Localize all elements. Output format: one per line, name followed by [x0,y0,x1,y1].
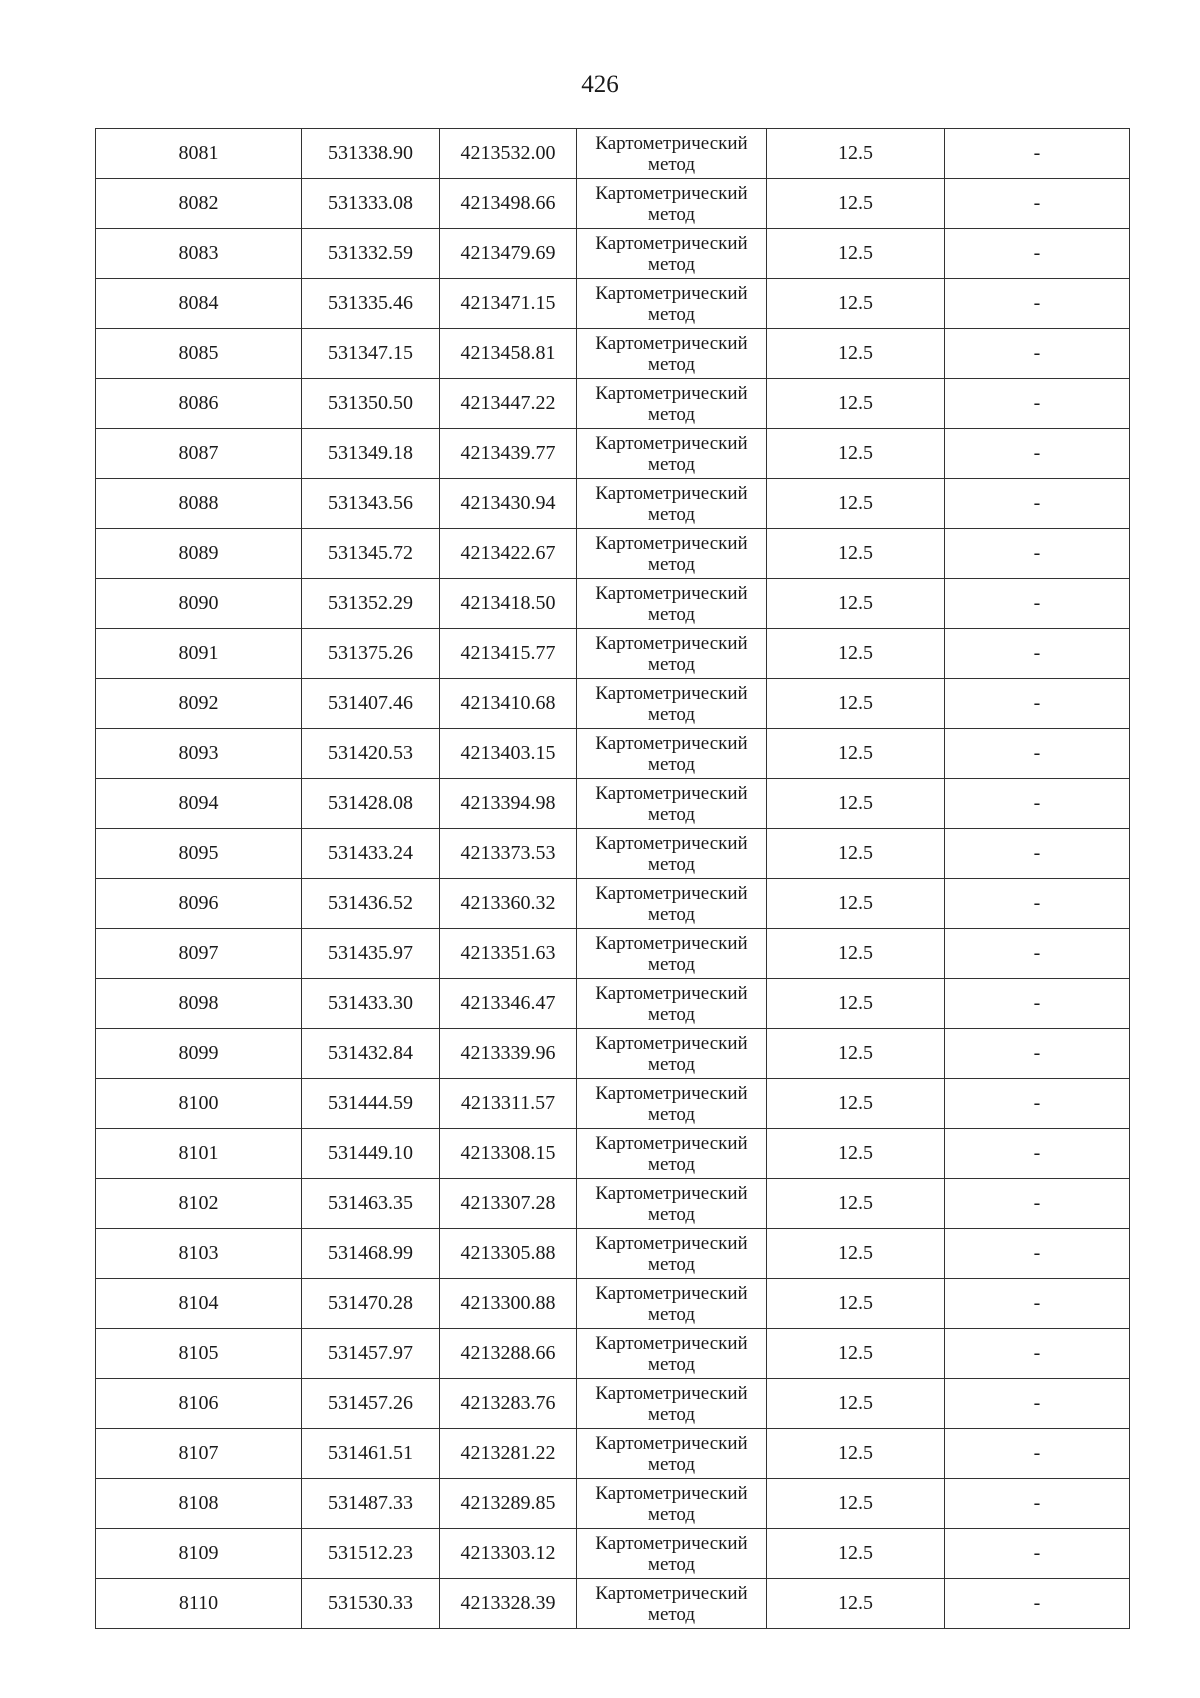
method-line-1: Картометрический [595,282,748,304]
method-line-2: метод [647,553,696,575]
method-line-1: Картометрический [595,1332,748,1354]
x-coordinate-cell: 531457.26 [302,1379,440,1429]
note-cell: - [945,329,1130,379]
note-cell: - [945,1379,1130,1429]
point-number-cell: 8081 [96,129,302,179]
accuracy-cell: 12.5 [767,679,945,729]
x-coordinate-cell: 531333.08 [302,179,440,229]
method-cell [577,679,767,729]
accuracy-cell: 12.5 [767,1529,945,1579]
point-number-cell: 8094 [96,779,302,829]
method-cell [577,129,767,179]
y-coordinate-cell: 4213288.66 [440,1329,577,1379]
point-number-cell: 8097 [96,929,302,979]
method-line-2: метод [647,453,696,475]
table-row [96,1529,1130,1579]
y-coordinate-cell: 4213311.57 [440,1079,577,1129]
accuracy-cell: 12.5 [767,729,945,779]
table-row [96,279,1130,329]
note-cell: - [945,929,1130,979]
coordinates-table [95,128,1130,1629]
x-coordinate-cell: 531449.10 [302,1129,440,1179]
method-line-2: метод [647,1303,696,1325]
note-cell: - [945,1229,1130,1279]
y-coordinate-cell: 4213458.81 [440,329,577,379]
y-coordinate-cell: 4213303.12 [440,1529,577,1579]
note-cell: - [945,1579,1130,1629]
table-row [96,379,1130,429]
note-cell: - [945,1029,1130,1079]
table-row [96,579,1130,629]
y-coordinate-cell: 4213346.47 [440,979,577,1029]
method-line-1: Картометрический [595,1582,748,1604]
method-line-2: метод [647,1053,696,1075]
method-cell [577,529,767,579]
method-line-2: метод [647,1153,696,1175]
method-cell [577,1029,767,1079]
accuracy-cell: 12.5 [767,629,945,679]
table-row [96,879,1130,929]
y-coordinate-cell: 4213373.53 [440,829,577,879]
x-coordinate-cell: 531433.24 [302,829,440,879]
x-coordinate-cell: 531338.90 [302,129,440,179]
note-cell: - [945,579,1130,629]
method-cell [577,1179,767,1229]
method-line-2: метод [647,403,696,425]
y-coordinate-cell: 4213300.88 [440,1279,577,1329]
method-line-1: Картометрический [595,1282,748,1304]
point-number-cell: 8098 [96,979,302,1029]
point-number-cell: 8086 [96,379,302,429]
table-row [96,1329,1130,1379]
method-line-2: метод [647,1603,696,1625]
point-number-cell: 8084 [96,279,302,329]
y-coordinate-cell: 4213283.76 [440,1379,577,1429]
note-cell: - [945,479,1130,529]
method-line-2: метод [647,653,696,675]
method-line-2: метод [647,1103,696,1125]
point-number-cell: 8110 [96,1579,302,1629]
x-coordinate-cell: 531470.28 [302,1279,440,1329]
table-row [96,129,1130,179]
x-coordinate-cell: 531436.52 [302,879,440,929]
method-line-2: метод [647,953,696,975]
method-line-2: метод [647,853,696,875]
x-coordinate-cell: 531444.59 [302,1079,440,1129]
method-line-1: Картометрический [595,132,748,154]
note-cell: - [945,679,1130,729]
point-number-cell: 8095 [96,829,302,879]
note-cell: - [945,1479,1130,1529]
table-row [96,929,1130,979]
method-line-1: Картометрический [595,1432,748,1454]
accuracy-cell: 12.5 [767,929,945,979]
method-cell [577,929,767,979]
table-row [96,1279,1130,1329]
note-cell: - [945,779,1130,829]
accuracy-cell: 12.5 [767,1479,945,1529]
y-coordinate-cell: 4213307.28 [440,1179,577,1229]
accuracy-cell: 12.5 [767,579,945,629]
y-coordinate-cell: 4213305.88 [440,1229,577,1279]
method-cell [577,479,767,529]
note-cell: - [945,879,1130,929]
method-line-1: Картометрический [595,632,748,654]
method-line-2: метод [647,203,696,225]
accuracy-cell: 12.5 [767,879,945,929]
x-coordinate-cell: 531428.08 [302,779,440,829]
method-line-1: Картометрический [595,1382,748,1404]
y-coordinate-cell: 4213422.67 [440,529,577,579]
method-line-1: Картометрический [595,1082,748,1104]
method-line-2: метод [647,1353,696,1375]
table-row [96,779,1130,829]
point-number-cell: 8108 [96,1479,302,1529]
method-cell [577,179,767,229]
x-coordinate-cell: 531335.46 [302,279,440,329]
method-cell [577,1329,767,1379]
method-line-1: Картометрический [595,1482,748,1504]
accuracy-cell: 12.5 [767,1129,945,1179]
x-coordinate-cell: 531407.46 [302,679,440,729]
method-cell [577,1379,767,1429]
table-row [96,329,1130,379]
method-cell [577,879,767,929]
y-coordinate-cell: 4213360.32 [440,879,577,929]
y-coordinate-cell: 4213351.63 [440,929,577,979]
method-cell [577,1279,767,1329]
table-row [96,1129,1130,1179]
page-number: 426 [581,71,619,98]
accuracy-cell: 12.5 [767,779,945,829]
accuracy-cell: 12.5 [767,1029,945,1079]
y-coordinate-cell: 4213430.94 [440,479,577,529]
x-coordinate-cell: 531347.15 [302,329,440,379]
method-line-1: Картометрический [595,582,748,604]
method-line-1: Картометрический [595,1132,748,1154]
y-coordinate-cell: 4213281.22 [440,1429,577,1479]
accuracy-cell: 12.5 [767,1379,945,1429]
method-line-1: Картометрический [595,382,748,404]
x-coordinate-cell: 531350.50 [302,379,440,429]
note-cell: - [945,829,1130,879]
table-row [96,1379,1130,1429]
table-row [96,229,1130,279]
note-cell: - [945,629,1130,679]
x-coordinate-cell: 531432.84 [302,1029,440,1079]
y-coordinate-cell: 4213418.50 [440,579,577,629]
x-coordinate-cell: 531461.51 [302,1429,440,1479]
method-cell [577,729,767,779]
note-cell: - [945,979,1130,1029]
y-coordinate-cell: 4213308.15 [440,1129,577,1179]
method-cell [577,1429,767,1479]
method-line-1: Картометрический [595,482,748,504]
point-number-cell: 8101 [96,1129,302,1179]
method-line-2: метод [647,1003,696,1025]
method-cell [577,579,767,629]
accuracy-cell: 12.5 [767,1579,945,1629]
method-cell [577,779,767,829]
method-line-1: Картометрический [595,232,748,254]
y-coordinate-cell: 4213415.77 [440,629,577,679]
point-number-cell: 8083 [96,229,302,279]
point-number-cell: 8089 [96,529,302,579]
point-number-cell: 8087 [96,429,302,479]
method-cell [577,629,767,679]
table-row [96,1579,1130,1629]
accuracy-cell: 12.5 [767,529,945,579]
y-coordinate-cell: 4213532.00 [440,129,577,179]
accuracy-cell: 12.5 [767,479,945,529]
x-coordinate-cell: 531433.30 [302,979,440,1029]
note-cell: - [945,429,1130,479]
method-line-2: метод [647,1253,696,1275]
accuracy-cell: 12.5 [767,1279,945,1329]
point-number-cell: 8091 [96,629,302,679]
point-number-cell: 8092 [96,679,302,729]
note-cell: - [945,279,1130,329]
x-coordinate-cell: 531345.72 [302,529,440,579]
method-line-2: метод [647,1453,696,1475]
method-line-1: Картометрический [595,1232,748,1254]
note-cell: - [945,1129,1130,1179]
accuracy-cell: 12.5 [767,1429,945,1479]
method-line-2: метод [647,703,696,725]
point-number-cell: 8105 [96,1329,302,1379]
method-line-1: Картометрический [595,1532,748,1554]
method-cell [577,429,767,479]
point-number-cell: 8100 [96,1079,302,1129]
method-line-2: метод [647,1503,696,1525]
x-coordinate-cell: 531352.29 [302,579,440,629]
y-coordinate-cell: 4213447.22 [440,379,577,429]
table-row [96,729,1130,779]
x-coordinate-cell: 531487.33 [302,1479,440,1529]
method-line-1: Картометрический [595,682,748,704]
y-coordinate-cell: 4213394.98 [440,779,577,829]
method-cell [577,829,767,879]
point-number-cell: 8102 [96,1179,302,1229]
table-row [96,1179,1130,1229]
method-line-1: Картометрический [595,1182,748,1204]
x-coordinate-cell: 531435.97 [302,929,440,979]
method-line-2: метод [647,153,696,175]
method-line-1: Картометрический [595,982,748,1004]
point-number-cell: 8096 [96,879,302,929]
accuracy-cell: 12.5 [767,429,945,479]
y-coordinate-cell: 4213498.66 [440,179,577,229]
note-cell: - [945,379,1130,429]
method-line-1: Картометрический [595,932,748,954]
method-line-2: метод [647,753,696,775]
method-cell [577,229,767,279]
note-cell: - [945,529,1130,579]
note-cell: - [945,1279,1130,1329]
y-coordinate-cell: 4213479.69 [440,229,577,279]
method-cell [577,1529,767,1579]
table-row [96,1429,1130,1479]
note-cell: - [945,129,1130,179]
x-coordinate-cell: 531420.53 [302,729,440,779]
table-row [96,979,1130,1029]
coordinates-table-body [96,129,1130,1629]
y-coordinate-cell: 4213289.85 [440,1479,577,1529]
method-line-2: метод [647,803,696,825]
point-number-cell: 8103 [96,1229,302,1279]
y-coordinate-cell: 4213339.96 [440,1029,577,1079]
point-number-cell: 8082 [96,179,302,229]
table-row [96,529,1130,579]
method-line-2: метод [647,1403,696,1425]
table-row [96,479,1130,529]
point-number-cell: 8085 [96,329,302,379]
note-cell: - [945,1529,1130,1579]
table-row [96,679,1130,729]
table-row [96,1079,1130,1129]
point-number-cell: 8109 [96,1529,302,1579]
point-number-cell: 8093 [96,729,302,779]
y-coordinate-cell: 4213410.68 [440,679,577,729]
accuracy-cell: 12.5 [767,1229,945,1279]
method-cell [577,1079,767,1129]
point-number-cell: 8104 [96,1279,302,1329]
accuracy-cell: 12.5 [767,179,945,229]
x-coordinate-cell: 531463.35 [302,1179,440,1229]
method-line-1: Картометрический [595,182,748,204]
table-row [96,1229,1130,1279]
method-line-1: Картометрический [595,882,748,904]
method-line-1: Картометрический [595,732,748,754]
accuracy-cell: 12.5 [767,279,945,329]
accuracy-cell: 12.5 [767,229,945,279]
table-row [96,629,1130,679]
method-line-1: Картометрический [595,782,748,804]
point-number-cell: 8107 [96,1429,302,1479]
method-line-1: Картометрический [595,432,748,454]
x-coordinate-cell: 531375.26 [302,629,440,679]
method-cell [577,1579,767,1629]
method-line-2: метод [647,303,696,325]
method-line-2: метод [647,603,696,625]
accuracy-cell: 12.5 [767,129,945,179]
note-cell: - [945,1179,1130,1229]
table-row [96,1029,1130,1079]
table-row [96,829,1130,879]
table-row [96,429,1130,479]
accuracy-cell: 12.5 [767,979,945,1029]
accuracy-cell: 12.5 [767,1079,945,1129]
x-coordinate-cell: 531332.59 [302,229,440,279]
method-line-1: Картометрический [595,532,748,554]
accuracy-cell: 12.5 [767,1179,945,1229]
method-line-2: метод [647,503,696,525]
method-line-2: метод [647,253,696,275]
table-row [96,179,1130,229]
point-number-cell: 8090 [96,579,302,629]
method-line-1: Картометрический [595,1032,748,1054]
method-line-2: метод [647,903,696,925]
accuracy-cell: 12.5 [767,1329,945,1379]
point-number-cell: 8088 [96,479,302,529]
method-cell [577,329,767,379]
method-cell [577,979,767,1029]
table-row [96,1479,1130,1529]
note-cell: - [945,229,1130,279]
x-coordinate-cell: 531512.23 [302,1529,440,1579]
x-coordinate-cell: 531530.33 [302,1579,440,1629]
note-cell: - [945,179,1130,229]
x-coordinate-cell: 531457.97 [302,1329,440,1379]
y-coordinate-cell: 4213471.15 [440,279,577,329]
accuracy-cell: 12.5 [767,379,945,429]
point-number-cell: 8099 [96,1029,302,1079]
method-cell [577,1479,767,1529]
method-line-2: метод [647,1203,696,1225]
point-number-cell: 8106 [96,1379,302,1429]
x-coordinate-cell: 531468.99 [302,1229,440,1279]
method-cell [577,279,767,329]
method-line-1: Картометрический [595,332,748,354]
note-cell: - [945,1079,1130,1129]
y-coordinate-cell: 4213403.15 [440,729,577,779]
method-cell [577,1129,767,1179]
accuracy-cell: 12.5 [767,329,945,379]
method-line-1: Картометрический [595,832,748,854]
x-coordinate-cell: 531343.56 [302,479,440,529]
y-coordinate-cell: 4213328.39 [440,1579,577,1629]
accuracy-cell: 12.5 [767,829,945,879]
method-line-2: метод [647,1553,696,1575]
y-coordinate-cell: 4213439.77 [440,429,577,479]
note-cell: - [945,1329,1130,1379]
method-line-2: метод [647,353,696,375]
method-cell [577,379,767,429]
note-cell: - [945,729,1130,779]
x-coordinate-cell: 531349.18 [302,429,440,479]
note-cell: - [945,1429,1130,1479]
method-cell [577,1229,767,1279]
